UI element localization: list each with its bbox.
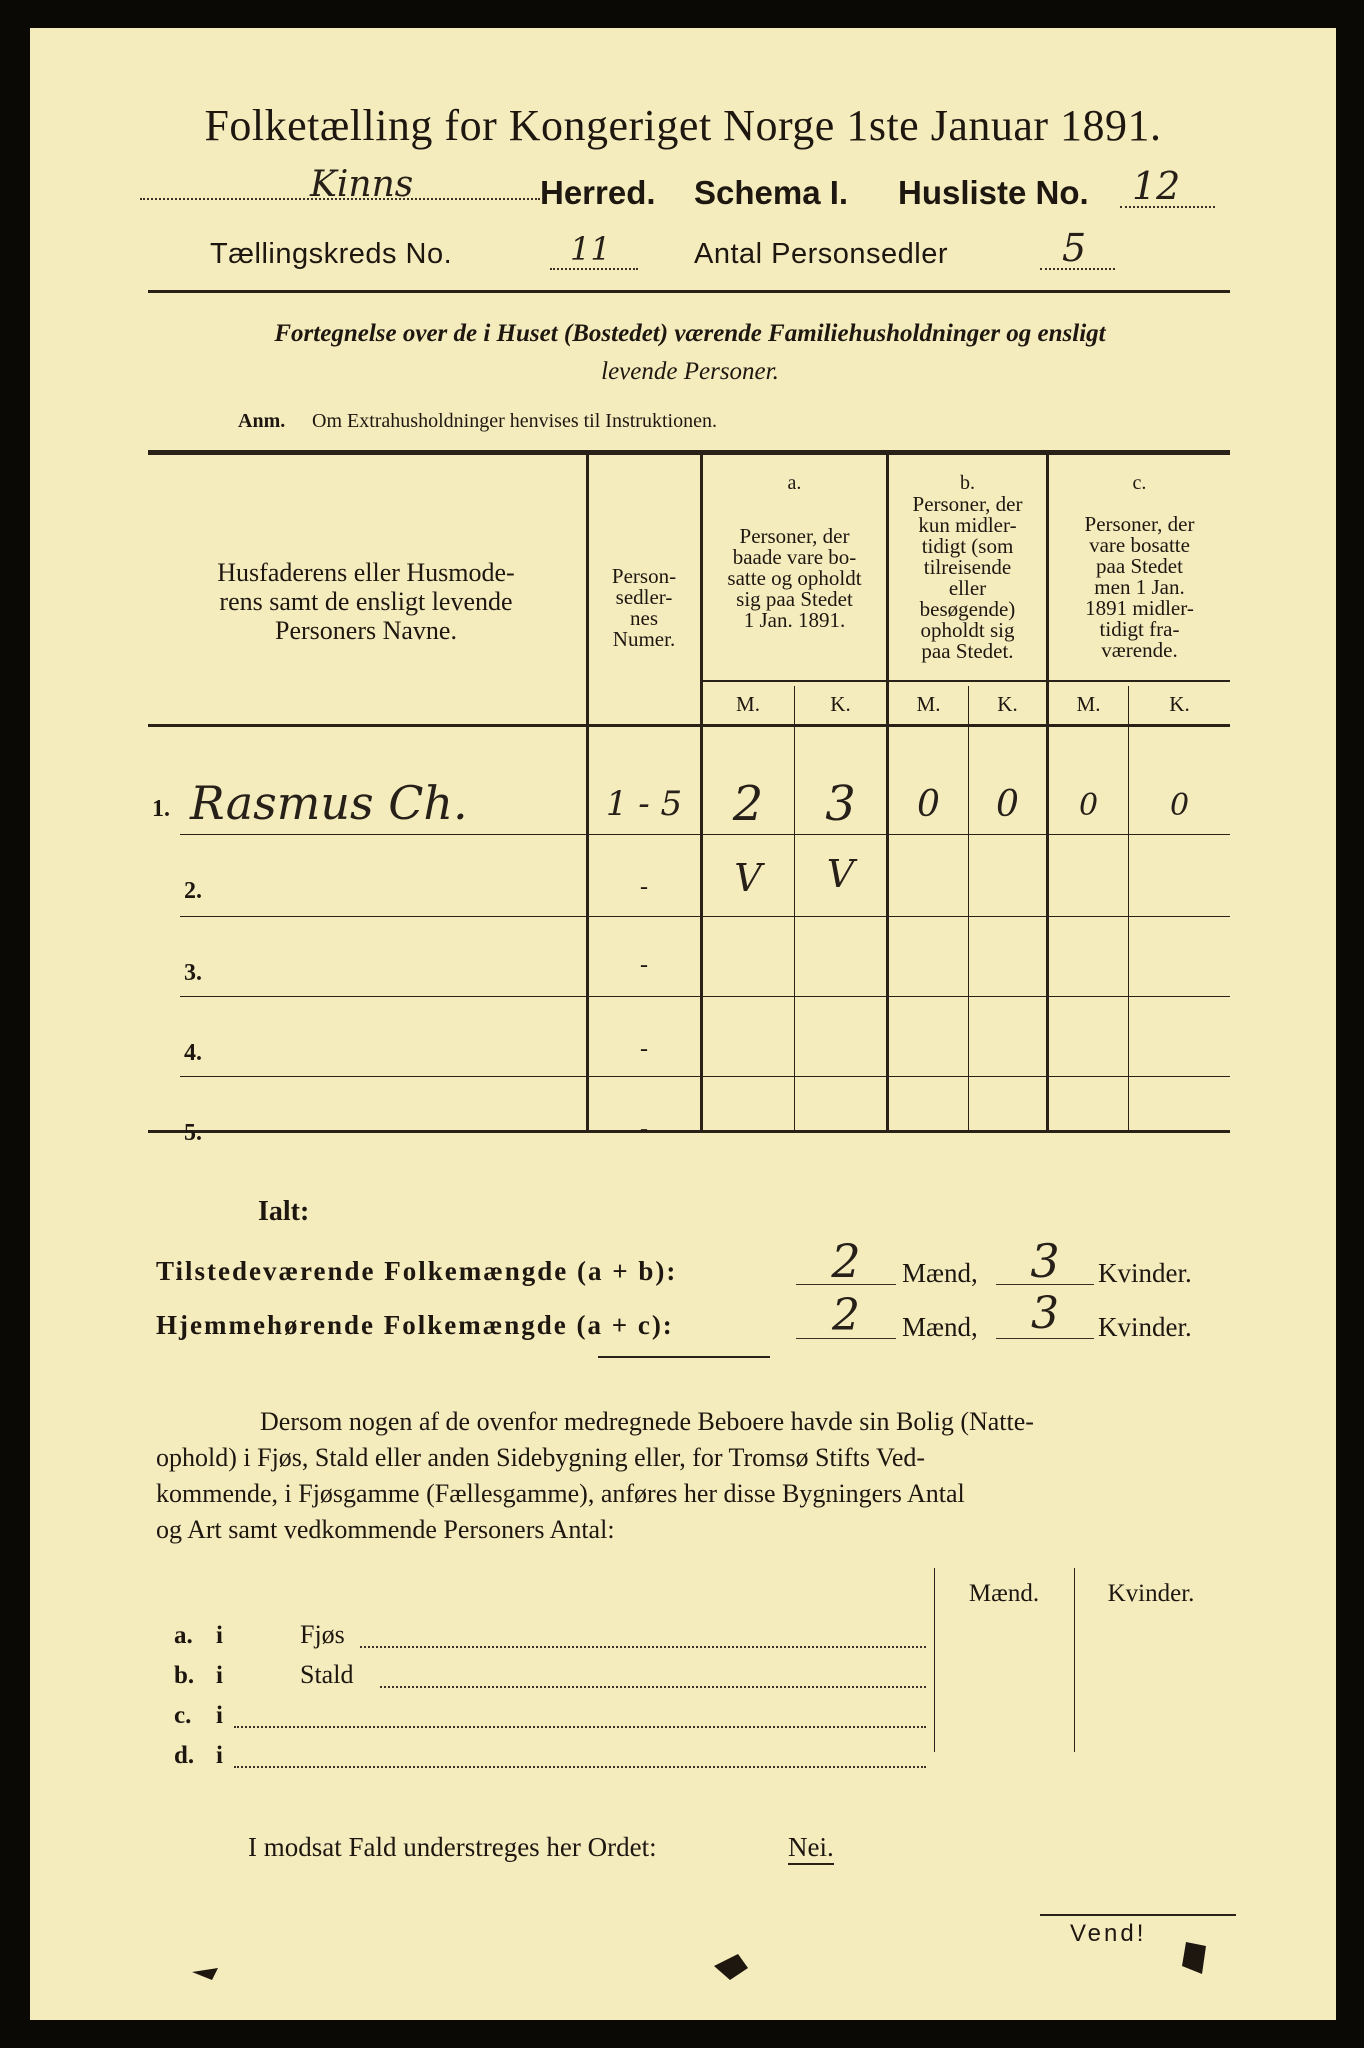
col-name-header-line: rens samt de ensligt levende [219,587,513,616]
header-divider [148,290,1230,293]
col-name-header-line: Personers Navne. [275,616,457,645]
paragraph-line: kommende, i Fjøsgamme (Fællesgamme), anføres her disse Bygningers Antal [156,1479,965,1508]
herred-label: Herred. [540,174,656,211]
total-present-men: 2 [831,1234,861,1288]
row-name: Rasmus Ch. [190,776,468,830]
row-a-m: V [734,856,762,900]
row-person-num: - [640,1036,648,1062]
item-dotted-line [234,1766,926,1768]
col-num-header-line: Numer. [612,627,676,651]
item-letter: b. [174,1662,195,1689]
col-b-letter: b. [960,472,975,494]
item-i: i [216,1702,223,1729]
col-c-header-line: Personer, der [1084,512,1195,536]
total-resident-men: 2 [832,1290,860,1341]
form-title: Folketælling for Kongeriget Norge 1ste Januar 1891. [204,101,1162,150]
husliste-value: 12 [1132,164,1181,208]
herred-value: Kinns [310,164,414,205]
col-b-header-line: paa Stedet. [921,639,1014,663]
c-k-header: K. [1169,692,1190,716]
table-header-rule [148,724,1230,727]
col-a-header-line: Personer, der [739,524,850,548]
item-dotted-line [234,1726,926,1728]
row-a-m: 2 [732,776,764,832]
col-c-header-line: men 1 Jan. [1094,575,1185,599]
census-form-page [30,28,1336,2020]
c-m-header: M. [1076,692,1101,716]
col-name-header [148,558,584,645]
anm-label: Anm. [238,410,286,432]
item-label: Fjøs [300,1620,345,1649]
outbuilding-col-rule-2 [1074,1568,1075,1752]
col-rule-a-mk [794,686,795,1130]
col-c-letter: c. [1132,472,1147,494]
row-line [180,916,1230,917]
col-b-header-line: tidigt (som [921,534,1014,558]
total-resident-maend: Mænd, [902,1312,978,1342]
col-c-header-line: 1891 midler- [1085,596,1194,620]
item-i: i [216,1742,223,1769]
total-present-label: Tilstedeværende Folkemængde (a + b): [156,1256,678,1286]
col-a-header-line: 1 Jan. 1891. [743,608,846,632]
item-letter: a. [174,1622,193,1649]
col-c-header-line: tidigt fra- [1099,617,1180,641]
col-a-header-line: sig paa Stedet [736,587,853,611]
row-b-k: 0 [996,784,1019,825]
outbuilding-maend-head: Mænd. [968,1580,1040,1607]
paragraph-line: Dersom nogen af de ovenfor medregnede Beboere havde sin Bolig (Natte- [260,1407,1034,1436]
herred-field [140,164,560,210]
row-number: 5. [184,1120,202,1146]
a-m-header: M. [736,692,760,716]
col-num-header-line: nes [630,606,658,630]
col-rule-c-mk [1128,686,1129,1130]
item-i: i [216,1622,223,1649]
total-present-maend: Mænd, [902,1258,978,1288]
mk-top-rule [702,680,1230,682]
paragraph-line: ophold) i Fjøs, Stald eller anden Sidebygning eller, for Tromsø Stifts Ved- [156,1443,926,1472]
ink-mark-icon [188,1958,228,1988]
col-c-header-line: paa Stedet [1096,554,1183,578]
col-a-header-line: satte og opholdt [727,566,862,590]
kreds-label: Tællingskreds No. [210,238,453,270]
total-resident-kvinder: Kvinder. [1098,1312,1192,1342]
row-line [180,1076,1230,1077]
b-k-header: K. [997,692,1018,716]
col-rule-b-mk [968,686,969,1130]
vend-label: Vend! [1070,1920,1147,1947]
anm-text: Om Extrahusholdninger henvises til Instruktionen. [312,410,717,432]
row-person-num: - [640,952,648,978]
row-person-num: - [640,1116,648,1142]
b-m-header: M. [916,692,941,716]
row-number: 4. [184,1040,202,1066]
col-c-header-line: værende. [1101,638,1178,662]
item-letter: c. [174,1702,192,1729]
col-b-header-line: tilreisende [923,555,1012,579]
col-b-header-line: eller [948,576,987,600]
col-b-header-line: opholdt sig [920,618,1015,642]
col-num-header-line: Person- [611,564,677,588]
col-a-letter: a. [787,472,802,494]
row-person-num: - [640,874,648,900]
ink-corner-icon [1176,1936,1212,1980]
total-resident-label: Hjemmehørende Folkemængde (a + c): [156,1310,674,1340]
col-name-header-line: Husfaderens eller Husmode- [217,558,515,587]
row-number: 1. [152,796,170,822]
col-c-header [1049,514,1230,661]
row-line [180,996,1230,997]
col-a-header-line: baade vare bo- [732,545,857,569]
kreds-value: 11 [570,230,611,268]
total-resident-women: 3 [1031,1288,1059,1339]
row-c-m: 0 [1078,788,1099,823]
row-number: 2. [184,878,202,904]
col-b-header-line: Personer, der [912,492,1023,516]
row-b-m: 0 [917,784,940,825]
item-i: i [216,1662,223,1689]
personsedler-label: Antal Personsedler [694,238,949,270]
nei-word: Nei. [788,1832,834,1865]
col-b-header-line: besøgende) [919,597,1016,621]
schema-label: Schema I. [694,174,849,211]
paragraph-line: og Art samt vedkommende Personers Antal: [156,1515,615,1544]
row-c-k: 0 [1169,788,1190,823]
row-a-k: V [826,852,855,896]
table-top-rule [148,450,1230,455]
a-k-header: K. [830,692,851,716]
outbuilding-paragraph [156,1404,1236,1548]
row-a-k: 3 [825,776,856,832]
row-line [180,834,1230,835]
col-c-header-line: vare bosatte [1089,533,1190,557]
item-dotted-line [360,1646,926,1648]
item-letter: d. [174,1742,195,1769]
kreds-dotted-line [550,268,638,270]
outbuilding-col-rule-1 [934,1568,935,1752]
section-divider [598,1356,770,1358]
col-num-header-line: sedler- [615,585,673,609]
item-label: Stald [300,1660,354,1689]
col-num-header [588,566,700,650]
row-number: 3. [184,960,202,986]
vend-rule [1040,1914,1236,1916]
intro-line-1: Fortegnelse over de i Huset (Bostedet) værende Familiehusholdninger og ensligt [274,320,1106,347]
col-b-header-line: kun midler- [918,513,1017,537]
total-present-kvinder: Kvinder. [1098,1258,1192,1288]
col-b-header [889,494,1046,662]
ink-blot-icon [708,1946,752,1986]
personsedler-value: 5 [1062,226,1087,270]
outbuilding-kvinder-head: Kvinder. [1107,1580,1195,1607]
intro-line-2: levende Personer. [601,358,779,385]
husliste-label: Husliste No. [898,174,1089,211]
item-dotted-line [380,1686,926,1688]
col-a-header [703,526,886,631]
row-person-num: 1 - 5 [605,784,683,824]
total-present-women: 3 [1030,1234,1060,1288]
modsat-text: I modsat Fald understreges her Ordet: [248,1832,657,1862]
ialt-label: Ialt: [258,1196,310,1227]
